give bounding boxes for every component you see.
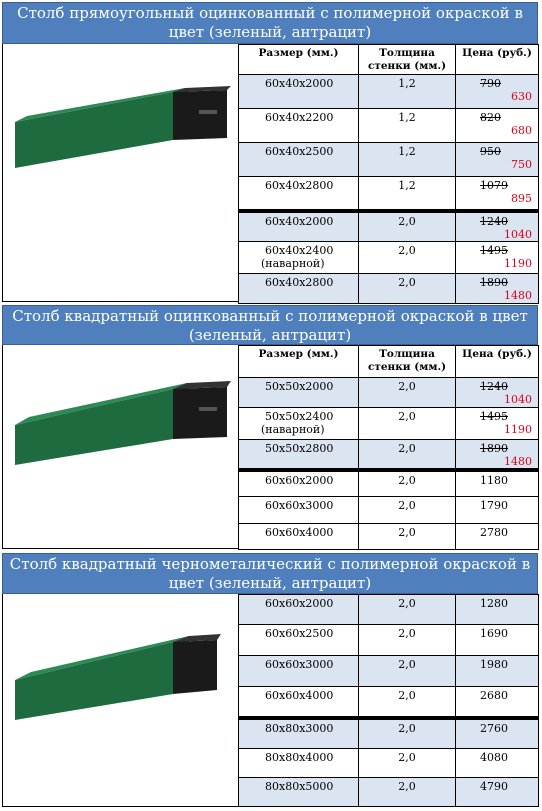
cell-thickness: 2,0 xyxy=(359,718,456,749)
old-price: 1495 xyxy=(480,243,508,257)
sale-price: 1040 xyxy=(504,227,532,241)
old-price: 820 xyxy=(480,111,501,124)
sale-price: 1040 xyxy=(504,393,532,406)
sale-price: 895 xyxy=(511,192,532,205)
section-square-black-metal xyxy=(2,553,538,807)
old-price: 1495 xyxy=(480,410,508,423)
sale-price: 630 xyxy=(511,90,532,103)
post-image xyxy=(9,82,231,170)
cell-size: 60х40х2000 xyxy=(239,75,359,109)
cell-price: 2680 xyxy=(456,687,539,718)
header-size: Размер (мм.) xyxy=(239,45,359,75)
price-table xyxy=(238,44,539,304)
old-price: 790 xyxy=(480,77,501,90)
table-row xyxy=(239,440,539,471)
price-table xyxy=(238,594,539,807)
old-price: 950 xyxy=(480,145,501,158)
table-row xyxy=(239,778,539,807)
size-note: (наварной) xyxy=(261,423,325,436)
cell-price: 1180 xyxy=(456,470,539,496)
cell-price: 2780 xyxy=(456,523,539,549)
section-title-line1: Столб квадратный оцинкованный с полимерной окраской в цвет xyxy=(12,307,528,325)
cell-size: 60х60х2000 xyxy=(239,595,359,625)
table-row xyxy=(239,241,539,273)
cell-price xyxy=(456,440,539,471)
product-image-cell xyxy=(2,594,238,807)
price-table xyxy=(238,345,539,550)
cell-thickness: 2,0 xyxy=(359,656,456,687)
cell-thickness: 1,2 xyxy=(359,143,456,177)
cell-thickness: 2,0 xyxy=(359,440,456,471)
cell-price xyxy=(456,75,539,109)
cell-price: 1690 xyxy=(456,625,539,656)
header-thickness-l2: стенки (мм.) xyxy=(367,60,447,72)
cell-size: 60х40х2800 xyxy=(239,177,359,211)
cell-price xyxy=(456,273,539,303)
section-title xyxy=(2,553,538,594)
cell-size: 80х80х5000 xyxy=(239,778,359,807)
product-image-cell xyxy=(2,345,238,549)
table-row xyxy=(239,143,539,177)
table-row xyxy=(239,749,539,778)
cell-size: 60х60х3000 xyxy=(239,656,359,687)
cell-size: 60х60х3000 xyxy=(239,496,359,523)
sale-price: 750 xyxy=(511,158,532,171)
cell-price: 1980 xyxy=(456,656,539,687)
cell-price xyxy=(456,408,539,440)
cell-thickness: 2,0 xyxy=(359,211,456,242)
cell-thickness: 2,0 xyxy=(359,470,456,496)
cell-thickness: 2,0 xyxy=(359,749,456,778)
cell-price xyxy=(456,211,539,242)
cell-thickness: 1,2 xyxy=(359,75,456,109)
cell-size: 60х40х2800 xyxy=(239,273,359,303)
cell-thickness: 1,2 xyxy=(359,177,456,211)
cell-size: 80х80х3000 xyxy=(239,718,359,749)
section-title-line2: (зеленый, антрацит) xyxy=(188,326,352,344)
cell-size: 60х40х2000 xyxy=(239,211,359,242)
sale-price: 1190 xyxy=(504,256,532,270)
old-price: 1079 xyxy=(480,179,508,192)
cell-price: 1280 xyxy=(456,595,539,625)
sale-price: 1190 xyxy=(504,423,532,436)
cell-size: 60х60х2000 xyxy=(239,470,359,496)
cell-thickness: 2,0 xyxy=(359,378,456,408)
size-value: 60х40х2400 xyxy=(265,243,334,257)
table-row xyxy=(239,496,539,523)
cell-thickness: 2,0 xyxy=(359,625,456,656)
header-thickness-l2: стенки (мм.) xyxy=(367,361,447,373)
cell-size: 80х80х4000 xyxy=(239,749,359,778)
header-thickness-l1: Толщина xyxy=(379,47,435,59)
cell-size: 50х50х2800 xyxy=(239,440,359,471)
header-thickness-l1: Толщина xyxy=(379,348,435,360)
header-size: Размер (мм.) xyxy=(239,346,359,378)
sale-price: 680 xyxy=(511,124,532,137)
table-row xyxy=(239,75,539,109)
table-header-row xyxy=(239,45,539,75)
cell-thickness: 2,0 xyxy=(359,687,456,718)
table-row xyxy=(239,109,539,143)
cell-size: 60х40х2500 xyxy=(239,143,359,177)
old-price: 1240 xyxy=(480,214,508,228)
cell-price xyxy=(456,177,539,211)
section-rectangular-galvanized xyxy=(2,2,538,302)
cell-price xyxy=(456,109,539,143)
old-price: 1890 xyxy=(480,442,508,455)
cell-price: 2760 xyxy=(456,718,539,749)
cell-thickness: 2,0 xyxy=(359,523,456,549)
table-row xyxy=(239,523,539,549)
post-image xyxy=(9,628,231,722)
table-row xyxy=(239,378,539,408)
table-row xyxy=(239,595,539,625)
sale-price: 1480 xyxy=(504,455,532,468)
section-title-line1: Столб прямоугольный оцинкованный с полимерной окраской в xyxy=(17,4,523,22)
cell-thickness: 2,0 xyxy=(359,273,456,303)
cell-size: 60х40х2200 xyxy=(239,109,359,143)
cell-thickness: 1,2 xyxy=(359,109,456,143)
cell-size: 50х50х2000 xyxy=(239,378,359,408)
table-header-row xyxy=(239,346,539,378)
header-thickness xyxy=(359,45,456,75)
table-row xyxy=(239,408,539,440)
table-row xyxy=(239,625,539,656)
sale-price: 1480 xyxy=(504,288,532,302)
section-title-line2: цвет (зеленый, антрацит) xyxy=(168,23,372,41)
cell-thickness: 2,0 xyxy=(359,496,456,523)
table-row xyxy=(239,656,539,687)
section-square-galvanized xyxy=(2,305,538,549)
post-image xyxy=(9,375,231,467)
cell-thickness: 2,0 xyxy=(359,595,456,625)
cell-price: 4080 xyxy=(456,749,539,778)
cell-size xyxy=(239,408,359,440)
old-price: 1240 xyxy=(480,380,508,393)
cell-price xyxy=(456,378,539,408)
table-row xyxy=(239,211,539,242)
section-title-line1: Столб квадратный чернометалический с полимерной окраской в xyxy=(9,555,531,573)
header-price: Цена (руб.) xyxy=(456,45,539,75)
table-row xyxy=(239,470,539,496)
cell-size: 60х60х2500 xyxy=(239,625,359,656)
table-row xyxy=(239,177,539,211)
header-price: Цена (руб.) xyxy=(456,346,539,378)
cell-thickness: 2,0 xyxy=(359,408,456,440)
cell-size xyxy=(239,241,359,273)
section-title xyxy=(2,305,538,345)
product-image-cell xyxy=(2,44,238,302)
cell-price: 4790 xyxy=(456,778,539,807)
cell-size: 60х60х4000 xyxy=(239,523,359,549)
size-note: (наварной) xyxy=(261,256,325,270)
table-row xyxy=(239,687,539,718)
cell-price xyxy=(456,241,539,273)
section-title-line2: цвет (зеленый, антрацит) xyxy=(168,574,372,592)
header-thickness xyxy=(359,346,456,378)
old-price: 1890 xyxy=(480,275,508,289)
cell-size: 60х60х4000 xyxy=(239,687,359,718)
cell-thickness: 2,0 xyxy=(359,778,456,807)
table-row xyxy=(239,273,539,303)
cell-thickness: 2,0 xyxy=(359,241,456,273)
cell-price xyxy=(456,143,539,177)
table-row xyxy=(239,718,539,749)
size-value: 50х50х2400 xyxy=(265,410,334,423)
section-title xyxy=(2,2,538,44)
cell-price: 1790 xyxy=(456,496,539,523)
